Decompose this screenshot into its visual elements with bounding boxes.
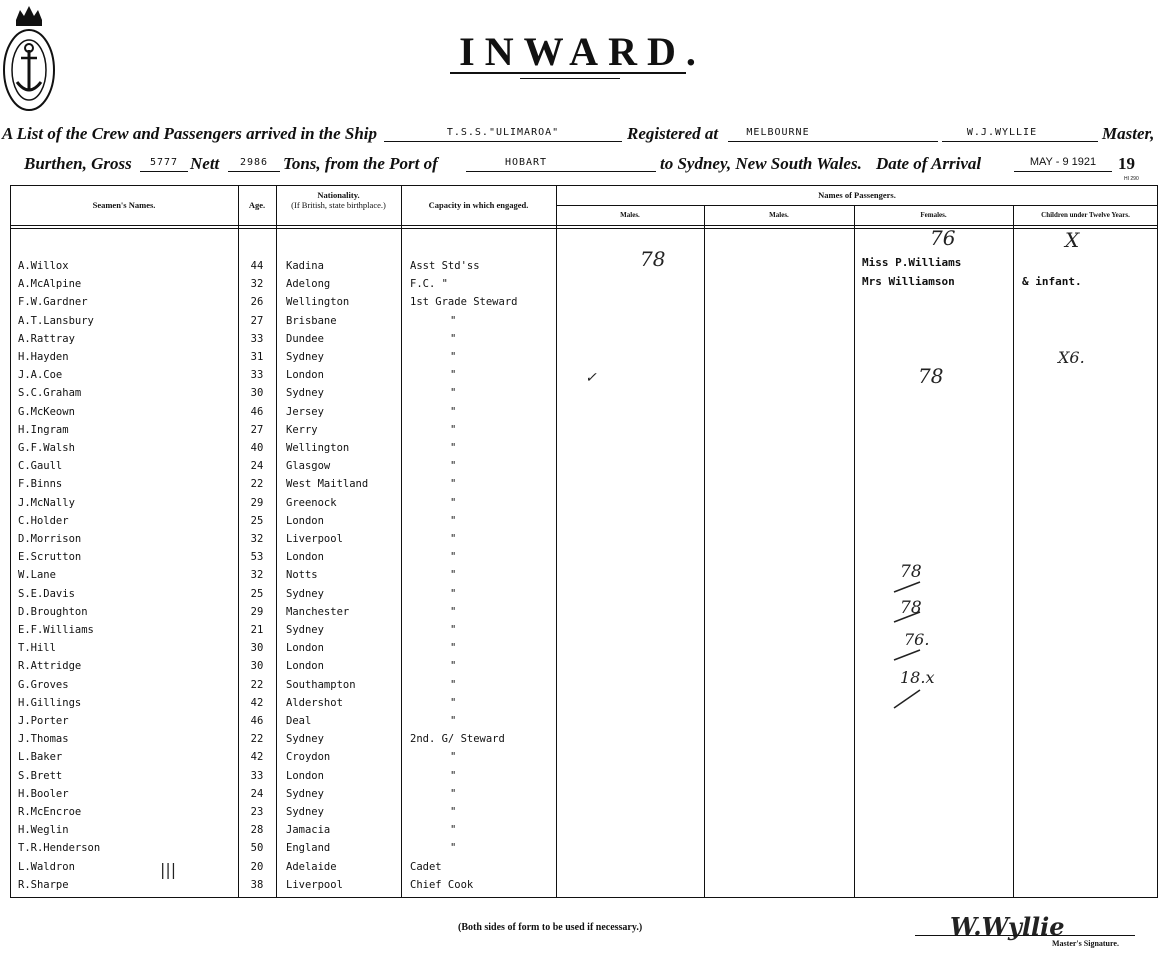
- crew-nationality: London: [286, 515, 324, 527]
- col-divider-males2: [704, 205, 705, 898]
- nett-underline: [228, 171, 280, 172]
- crew-name: G.Groves: [18, 679, 69, 691]
- col-divider-males1: [556, 185, 557, 898]
- form-title: INWARD.: [459, 29, 706, 74]
- crew-age: 27: [250, 424, 264, 436]
- crew-name: H.Hayden: [18, 351, 69, 363]
- crew-capacity: ": [450, 460, 457, 472]
- crew-name: T.Hill: [18, 642, 56, 654]
- ship-name: T.S.S."ULIMAROA": [446, 127, 560, 138]
- crew-capacity: ": [450, 660, 457, 672]
- crew-name: F.Binns: [18, 478, 63, 490]
- crew-name: A.Rattray: [18, 333, 75, 345]
- crew-capacity: ": [450, 788, 457, 800]
- crew-capacity: ": [450, 369, 457, 381]
- crew-name: J.Porter: [18, 715, 69, 727]
- col-passengers-header: Names of Passengers.: [818, 190, 896, 200]
- handwritten-fem-b: 78: [900, 598, 922, 618]
- header-bottom-rule-2: [10, 228, 1158, 229]
- col-names-header: Seamen's Names.: [92, 200, 156, 210]
- crew-age: 27: [250, 315, 264, 327]
- crew-name: F.W.Gardner: [18, 296, 88, 308]
- crew-capacity: ": [450, 824, 457, 836]
- burthen-label: Burthen, Gross: [24, 154, 132, 173]
- crew-age: 46: [250, 406, 264, 418]
- col-males2-header: Males.: [769, 211, 789, 219]
- crew-age: 30: [250, 387, 264, 399]
- crew-capacity: Chief Cook: [410, 879, 474, 891]
- handwritten-females-mid: 78: [918, 364, 944, 388]
- crew-capacity: ": [450, 333, 457, 345]
- handwritten-check: ✓: [585, 370, 597, 386]
- crew-nationality: London: [286, 770, 324, 782]
- arrival-date: MAY - 9 1921: [1029, 156, 1097, 168]
- title-underline: [450, 72, 686, 74]
- registered-label: Registered at: [627, 124, 719, 143]
- crew-nationality: Sydney: [286, 806, 324, 818]
- header-bottom-rule: [10, 225, 1158, 226]
- crew-nationality: Glasgow: [286, 460, 331, 472]
- crew-capacity: ": [450, 478, 457, 490]
- ship-underline: [384, 141, 622, 142]
- crew-nationality: London: [286, 369, 324, 381]
- crew-name: A.McAlpine: [18, 278, 82, 290]
- list-label: A List of the Crew and Passengers arrived in the Ship: [2, 124, 377, 143]
- crew-name: D.Morrison: [18, 533, 82, 545]
- crew-age: 33: [250, 770, 264, 782]
- crew-name: E.F.Williams: [18, 624, 94, 636]
- col-divider-females: [854, 205, 855, 898]
- crew-age: 32: [250, 569, 264, 581]
- crew-nationality: Sydney: [286, 588, 324, 600]
- crew-capacity: ": [450, 624, 457, 636]
- crew-nationality: Brisbane: [286, 315, 337, 327]
- crew-nationality: Kadina: [286, 260, 324, 272]
- crew-nationality: Deal: [286, 715, 312, 727]
- crew-capacity: ": [450, 642, 457, 654]
- crew-age: 46: [250, 715, 264, 727]
- crew-capacity: ": [450, 515, 457, 527]
- master-underline: [942, 141, 1098, 142]
- crew-age: 38: [250, 879, 264, 891]
- crew-nationality: Manchester: [286, 606, 350, 618]
- crew-nationality: Aldershot: [286, 697, 343, 709]
- crew-nationality: London: [286, 551, 324, 563]
- crew-capacity: Cadet: [410, 861, 442, 873]
- crew-name: T.R.Henderson: [18, 842, 101, 854]
- crew-table: [10, 185, 1158, 898]
- signature-label: Master's Signature.: [1052, 939, 1119, 948]
- crew-age: 25: [250, 588, 264, 600]
- crew-age: 26: [250, 296, 264, 308]
- col-nationality-note: (If British, state birthplace.): [291, 200, 386, 210]
- destination-label: to Sydney, New South Wales.: [660, 154, 862, 173]
- crew-age: 30: [250, 642, 264, 654]
- crew-name: H.Gillings: [18, 697, 82, 709]
- crew-age: 42: [250, 751, 264, 763]
- crew-capacity: ": [450, 697, 457, 709]
- crew-age: 42: [250, 697, 264, 709]
- col-males1-header: Males.: [620, 211, 640, 219]
- crew-capacity: ": [450, 351, 457, 363]
- arrival-label: Date of Arrival: [876, 154, 982, 173]
- crew-age: 33: [250, 369, 264, 381]
- handwritten-females-top: 76: [930, 226, 956, 250]
- crew-capacity: ": [450, 606, 457, 618]
- handwritten-fem-d: 18.x: [900, 668, 935, 687]
- crew-capacity: ": [450, 315, 457, 327]
- crew-age: 24: [250, 460, 264, 472]
- crew-age: 50: [250, 842, 264, 854]
- crew-capacity: ": [450, 751, 457, 763]
- handwritten-children-top: X: [1065, 228, 1080, 252]
- handwritten-children-mark: X6.: [1058, 348, 1085, 367]
- col-age-header: Age.: [248, 200, 266, 210]
- crew-nationality: Kerry: [286, 424, 318, 436]
- crew-capacity: ": [450, 806, 457, 818]
- crew-name: G.McKeown: [18, 406, 75, 418]
- crew-age: 25: [250, 515, 264, 527]
- crew-nationality: Sydney: [286, 624, 324, 636]
- registered-underline: [728, 141, 938, 142]
- crew-capacity: ": [450, 406, 457, 418]
- crew-name: H.Booler: [18, 788, 69, 800]
- crew-name: H.Ingram: [18, 424, 69, 436]
- crew-capacity: ": [450, 424, 457, 436]
- crew-age: 22: [250, 679, 264, 691]
- crew-age: 22: [250, 478, 264, 490]
- col-females-header: Females.: [920, 211, 947, 219]
- crew-nationality: Jersey: [286, 406, 324, 418]
- master-name: W.J.WYLLIE: [966, 127, 1038, 138]
- crew-age: 29: [250, 497, 264, 509]
- crew-nationality: Sydney: [286, 351, 324, 363]
- crew-capacity: ": [450, 387, 457, 399]
- crew-capacity: ": [450, 497, 457, 509]
- crew-nationality: Liverpool: [286, 879, 343, 891]
- passenger-header-rule: [556, 205, 1158, 206]
- crew-age: 24: [250, 788, 264, 800]
- nett-label: Nett: [190, 154, 220, 173]
- crew-age: 29: [250, 606, 264, 618]
- col-children-header: Children under Twelve Years.: [1041, 211, 1130, 219]
- crew-nationality: Sydney: [286, 733, 324, 745]
- crew-name: J.Thomas: [18, 733, 69, 745]
- passenger-child-1: & infant.: [1022, 275, 1082, 288]
- crew-name: R.McEncroe: [18, 806, 82, 818]
- crew-name: A.T.Lansbury: [18, 315, 94, 327]
- crew-name: L.Baker: [18, 751, 63, 763]
- form-code: HI 290: [1124, 176, 1139, 182]
- crew-age: 53: [250, 551, 264, 563]
- crew-nationality: Sydney: [286, 387, 324, 399]
- crew-capacity: F.C. ": [410, 278, 448, 290]
- crew-name: C.Holder: [18, 515, 69, 527]
- crew-age: 30: [250, 660, 264, 672]
- crew-capacity: 1st Grade Steward: [410, 296, 518, 308]
- crew-capacity: Asst Std'ss: [410, 260, 480, 272]
- crew-age: 31: [250, 351, 264, 363]
- crew-age: 23: [250, 806, 264, 818]
- crew-name: A.Willox: [18, 260, 69, 272]
- master-label: Master,: [1102, 124, 1155, 143]
- crew-name: E.Scrutton: [18, 551, 82, 563]
- crew-age: 44: [250, 260, 264, 272]
- col-divider-nationality: [276, 185, 277, 898]
- from-port-underline: [466, 171, 656, 172]
- from-port: HOBART: [504, 157, 548, 168]
- crew-nationality: London: [286, 660, 324, 672]
- crew-name: H.Weglin: [18, 824, 69, 836]
- crew-name: G.F.Walsh: [18, 442, 75, 454]
- gross-underline: [140, 171, 188, 172]
- crew-nationality: London: [286, 642, 324, 654]
- crew-nationality: Sydney: [286, 788, 324, 800]
- handwritten-fem-c: 76.: [904, 630, 930, 649]
- crew-age: 21: [250, 624, 264, 636]
- crew-age: 32: [250, 533, 264, 545]
- crew-name: S.C.Graham: [18, 387, 82, 399]
- registered-port: MELBOURNE: [746, 127, 810, 138]
- crew-capacity: ": [450, 551, 457, 563]
- col-divider-children: [1013, 205, 1014, 898]
- crew-age: 33: [250, 333, 264, 345]
- handwritten-males-mark: 78: [640, 247, 666, 271]
- crew-nationality: England: [286, 842, 331, 854]
- tons-label: Tons, from the Port of: [283, 154, 438, 173]
- crew-name: J.A.Coe: [18, 369, 63, 381]
- crew-capacity: ": [450, 715, 457, 727]
- crew-nationality: Notts: [286, 569, 318, 581]
- crew-capacity: ": [450, 533, 457, 545]
- passenger-female-1: Miss P.Williams: [862, 256, 962, 269]
- year-suffix: 19: [1118, 154, 1135, 173]
- crew-name: S.E.Davis: [18, 588, 75, 600]
- crew-capacity: ": [450, 842, 457, 854]
- signature-line: [915, 935, 1135, 936]
- crew-capacity: ": [450, 442, 457, 454]
- crew-age: 40: [250, 442, 264, 454]
- crew-age: 32: [250, 278, 264, 290]
- arrival-underline: [1014, 171, 1112, 172]
- master-signature: W.Wyllie: [950, 912, 1065, 941]
- handwritten-strokes: [890, 570, 930, 720]
- crew-capacity: ": [450, 588, 457, 600]
- crew-name: R.Attridge: [18, 660, 82, 672]
- crew-age: 28: [250, 824, 264, 836]
- crew-nationality: West Maitland: [286, 478, 369, 490]
- crew-nationality: Adelaide: [286, 861, 337, 873]
- crew-nationality: Dundee: [286, 333, 324, 345]
- col-divider-capacity: [401, 185, 402, 898]
- col-capacity-header: Capacity in which engaged.: [428, 200, 529, 210]
- crew-nationality: Croydon: [286, 751, 331, 763]
- crew-nationality: Wellington: [286, 296, 350, 308]
- crew-nationality: Wellington: [286, 442, 350, 454]
- col-nationality-header: Nationality.: [317, 190, 360, 200]
- crew-nationality: Jamacia: [286, 824, 331, 836]
- crew-capacity: ": [450, 770, 457, 782]
- crew-age: 22: [250, 733, 264, 745]
- title-underline-short: [520, 78, 620, 79]
- crew-name: W.Lane: [18, 569, 56, 581]
- crew-name: R.Sharpe: [18, 879, 69, 891]
- gross-tons: 5777: [149, 157, 179, 168]
- crew-name: J.McNally: [18, 497, 75, 509]
- footer-note: (Both sides of form to be used if necessary.): [458, 922, 643, 933]
- crew-name: L.Waldron: [18, 861, 75, 873]
- crew-nationality: Greenock: [286, 497, 337, 509]
- nett-tons: 2986: [239, 157, 269, 168]
- passenger-female-2: Mrs Williamson: [862, 275, 955, 288]
- crew-capacity: ": [450, 569, 457, 581]
- crew-nationality: Adelong: [286, 278, 331, 290]
- crew-name: C.Gaull: [18, 460, 63, 472]
- handwritten-tally: |||: [160, 860, 177, 879]
- crew-nationality: Liverpool: [286, 533, 343, 545]
- crew-name: D.Broughton: [18, 606, 88, 618]
- crew-nationality: Southampton: [286, 679, 356, 691]
- handwritten-fem-a: 78: [900, 562, 922, 582]
- crew-name: S.Brett: [18, 770, 63, 782]
- crew-capacity: ": [450, 679, 457, 691]
- crew-capacity: 2nd. G/ Steward: [410, 733, 505, 745]
- crew-age: 20: [250, 861, 264, 873]
